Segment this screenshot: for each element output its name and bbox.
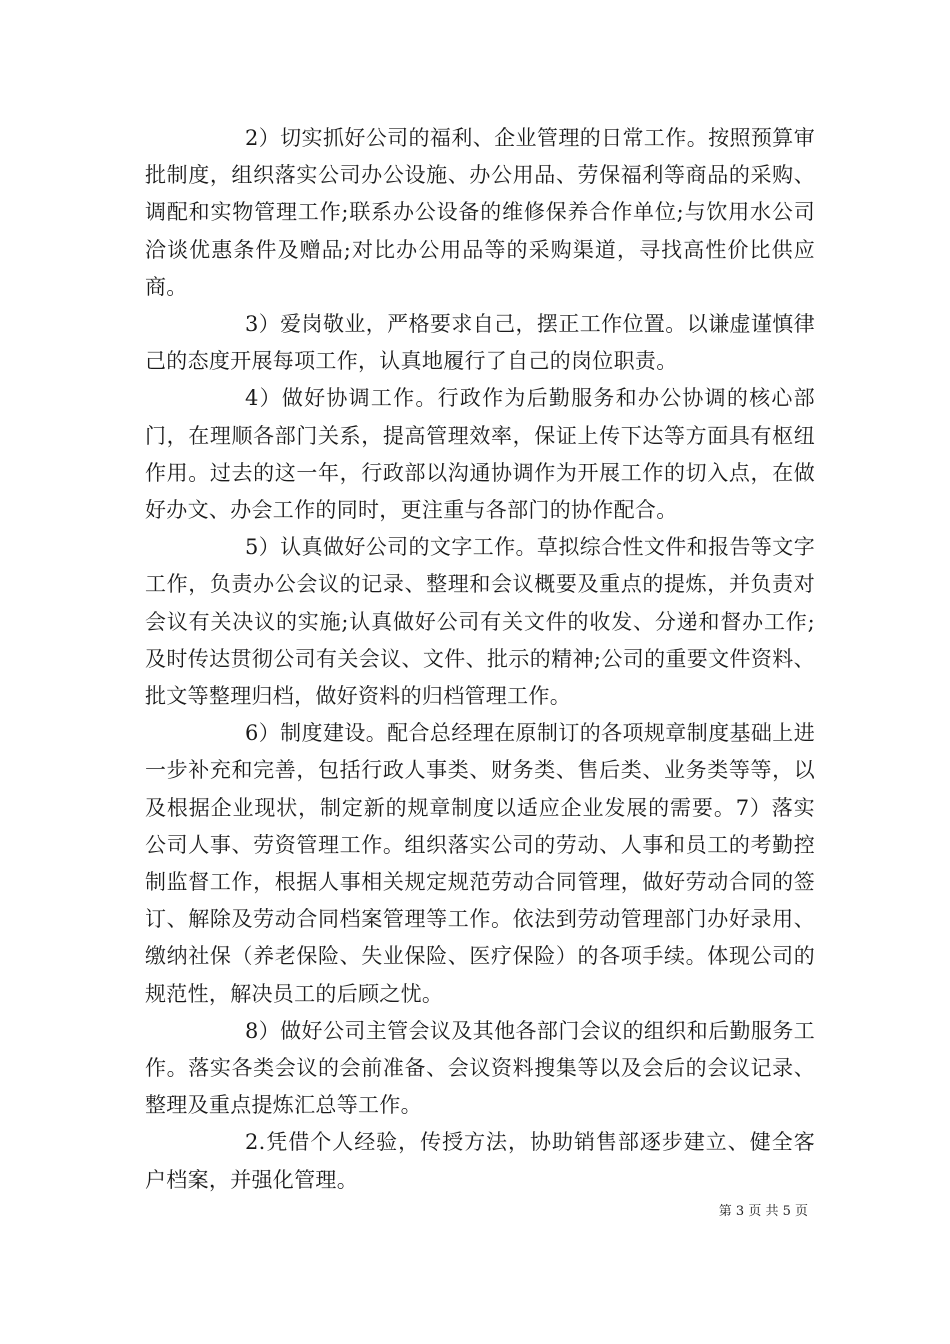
document-body: [145, 120, 815, 1199]
paragraph-item-6-7: 6）制度建设。配合总经理在原制订的各项规章制度基础上进一步补充和完善，包括行政人事类、财务类、售后类、业务类等等，以及根据企业现状，制定新的规章制度以适应企业发展的需要。7）落实公司人事、劳资管理工作。组织落实公司的劳动、人事和员工的考勤控制监督工作，根据人事相关规定规范劳动合同管理，做好劳动合同的签订、解除及劳动合同档案管理等工作。依法到劳动管理部门办好录用、缴纳社保（养老保险、失业保险、医疗保险）的各项手续。体现公司的规范性，解决员工的后顾之忧。: [145, 721, 815, 1006]
paragraph-item-4: 4）做好协调工作。行政作为后勤服务和办公协调的核心部门，在理顺各部门关系，提高管理效率，保证上传下达等方面具有枢纽作用。过去的这一年，行政部以沟通协调作为开展工作的切入点，在做好办文、办会工作的同时，更注重与各部门的协作配合。: [145, 386, 815, 523]
paragraph-item-8: 8）做好公司主管会议及其他各部门会议的组织和后勤服务工作。落实各类会议的会前准备、会议资料搜集等以及会后的会议记录、整理及重点提炼汇总等工作。: [145, 1018, 815, 1118]
paragraph-section-2: 2.凭借个人经验，传授方法，协助销售部逐步建立、健全客户档案，并强化管理。: [145, 1130, 815, 1192]
page-number: 第 3 页 共 5 页: [718, 1204, 808, 1219]
paragraph-item-3: 3）爱岗敬业，严格要求自己，摆正工作位置。以谦虚谨慎律己的态度开展每项工作，认真地履行了自己的岗位职责。: [145, 312, 815, 374]
paragraph-item-5: 5）认真做好公司的文字工作。草拟综合性文件和报告等文字工作，负责办公会议的记录、整理和会议概要及重点的提炼，并负责对会议有关决议的实施;认真做好公司有关文件的收发、分递和督办工作;及时传达贯彻公司有关会议、文件、批示的精神;公司的重要文件资料、批文等整理归档，做好资料的归档管理工作。: [145, 535, 815, 709]
paragraph-item-2: 2）切实抓好公司的福利、企业管理的日常工作。按照预算审批制度，组织落实公司办公设施、办公用品、劳保福利等商品的采购、调配和实物管理工作;联系办公设备的维修保养合作单位;与饮用水公司洽谈优惠条件及赠品;对比办公用品等的采购渠道，寻找高性价比供应商。: [145, 126, 815, 299]
